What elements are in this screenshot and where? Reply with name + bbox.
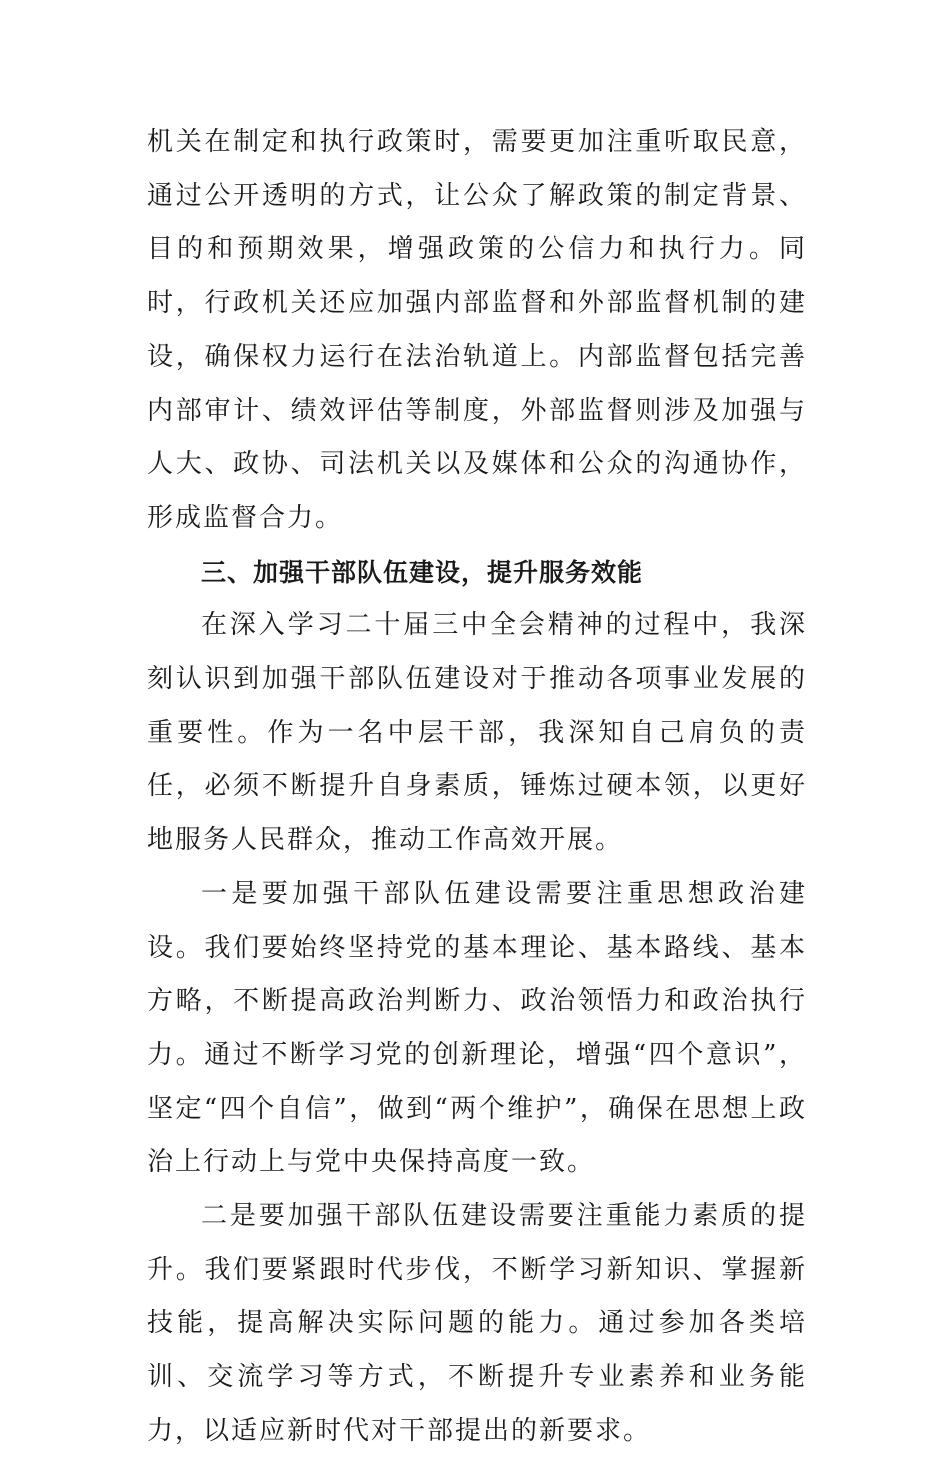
paragraph-supervision: 机关在制定和执行政策时，需要更加注重听取民意，通过公开透明的方式，让公众了解政策的制定背景、目的和预期效果，增强政策的公信力和执行力。同时，行政机关还应加强内部监督和外部监督机制的建设，确保权力运行在法治轨道上。内部监督包括完善内部审计、绩效评估等制度，外部监督则涉及加强与人大、政协、司法机关以及媒体和公众的沟通协作，形成监督合力。 [147, 127, 807, 533]
paragraph-point-one: 一是要加强干部队伍建设需要注重思想政治建设。我们要始终坚持党的基本理论、基本路线、基本方略，不断提高政治判断力、政治领悟力和政治执行力。通过不断学习党的创新理论，增强“四个意识”，坚定“四个自信”，做到“两个维护”，确保在思想上政治上行动上与党中央保持高度一致。 [147, 878, 807, 1178]
document-page [147, 116, 807, 1459]
paragraph-point-two: 二是要加强干部队伍建设需要注重能力素质的提升。我们要紧跟时代步伐，不断学习新知识、掌握新技能，提高解决实际问题的能力。通过参加各类培训、交流学习等方式，不断提升专业素养和业务能力，以适应新时代对干部提出的新要求。 [147, 1201, 807, 1446]
paragraph-cadre-intro: 在深入学习二十届三中全会精神的过程中，我深刻认识到加强干部队伍建设对于推动各项事业发展的重要性。作为一名中层干部，我深知自己肩负的责任，必须不断提升自身素质，锤炼过硬本领，以更好地服务人民群众，推动工作高效开展。 [147, 610, 807, 856]
section-heading-3: 三、加强干部队伍建设，提升服务效能 [201, 557, 644, 587]
